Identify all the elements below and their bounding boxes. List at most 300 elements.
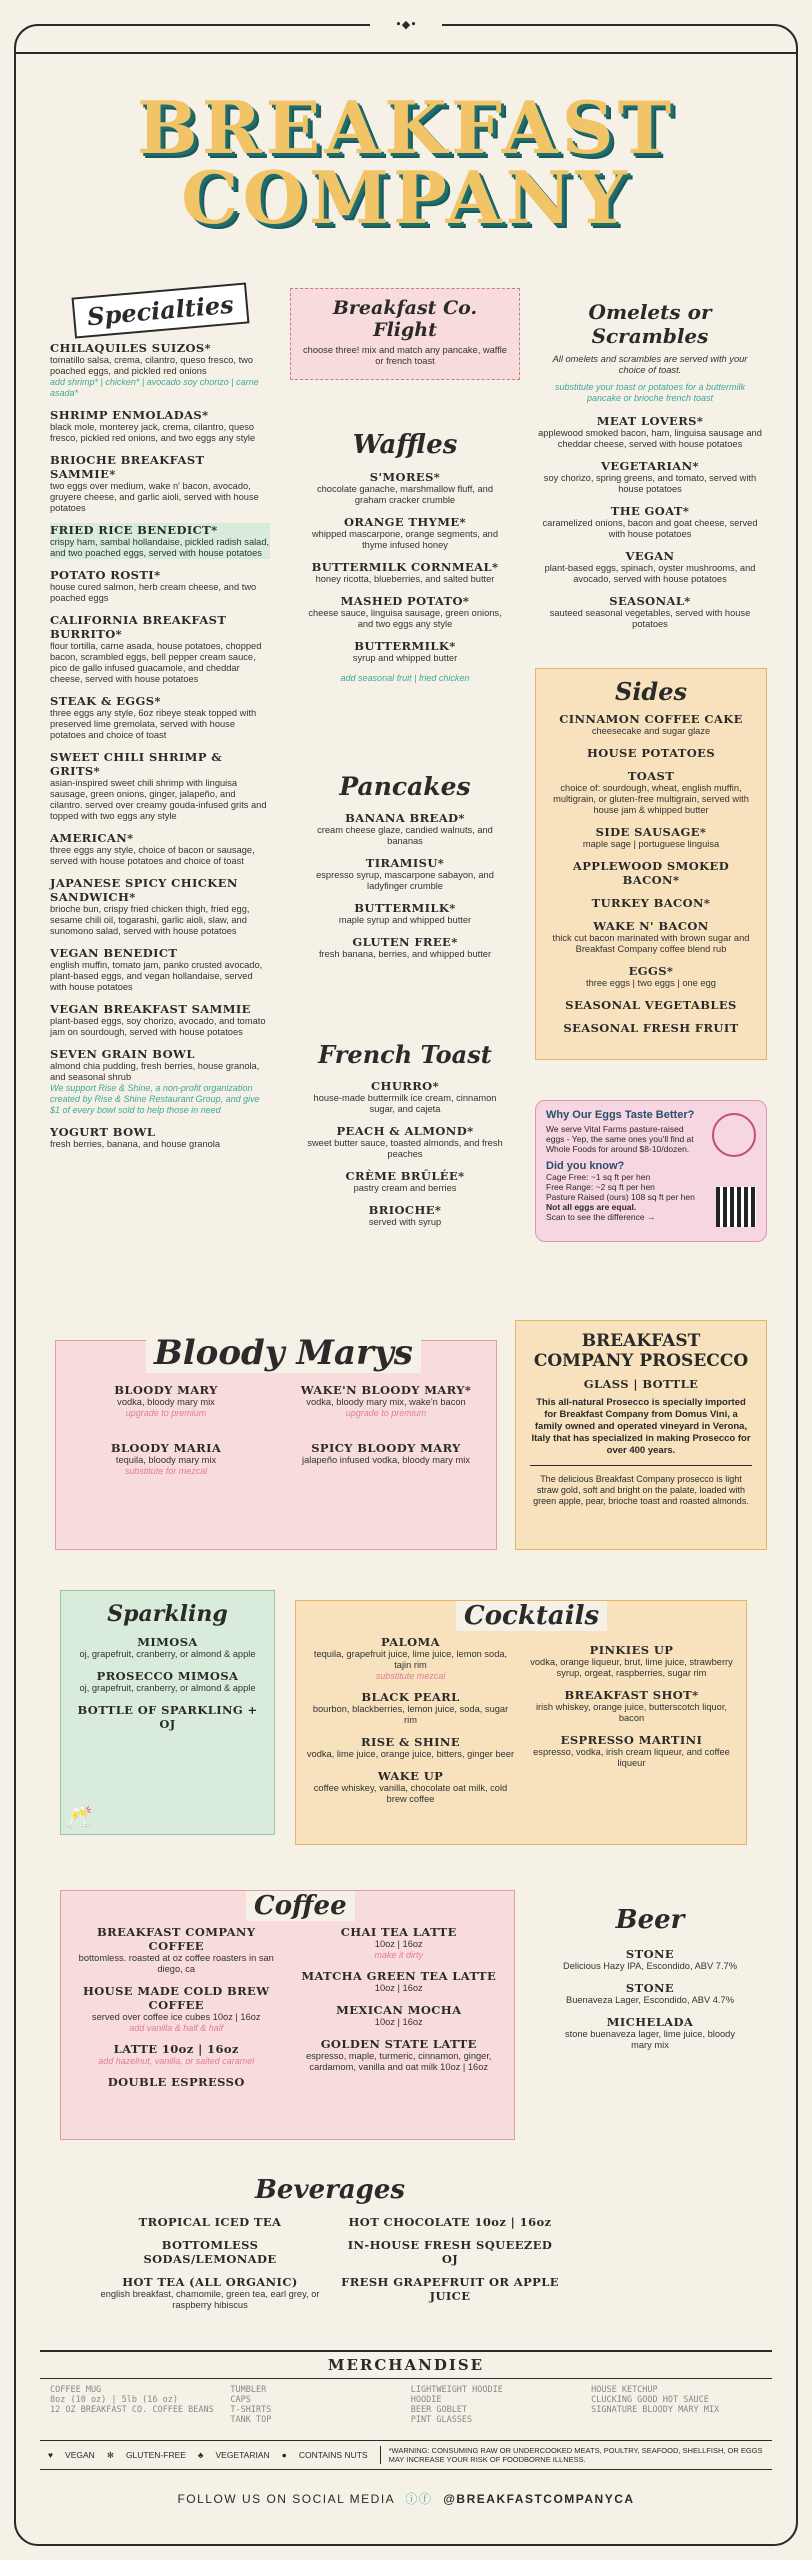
- item-name: MEAT LOVERS*: [596, 414, 704, 428]
- item-desc: jalapeño infused vodka, bloody mary mix: [302, 1455, 470, 1465]
- menu-item: [300, 1124, 510, 1160]
- item-name: SHRIMP ENMOLADAS*: [50, 408, 209, 422]
- menu-item: [50, 341, 270, 399]
- item-desc: served over coffee ice cubes 10oz | 16oz: [91, 2012, 261, 2022]
- gluten-free-icon: ✻: [106, 2449, 114, 2460]
- waffles-list: [300, 470, 510, 664]
- item-name: MATCHA GREEN TEA LATTE: [301, 1969, 497, 1983]
- menu-item: [546, 859, 756, 887]
- merch-item: COFFEE MUG: [50, 2385, 102, 2395]
- item-desc: crispy ham, sambal hollandaise, pickled radish salad, and two poached eggs, served with house potatoes: [50, 537, 270, 558]
- french-toast-section: [300, 1040, 510, 1237]
- item-name: HOUSE POTATOES: [586, 746, 716, 760]
- menu-item: [535, 594, 765, 630]
- menu-item: [535, 414, 765, 450]
- item-desc: cream cheese glaze, candied walnuts, and bananas: [317, 825, 493, 846]
- item-name: BUTTERMILK CORNMEAL*: [311, 560, 499, 574]
- item-name: DOUBLE ESPRESSO: [107, 2075, 245, 2089]
- legend-gf: GLUTEN-FREE: [125, 2450, 186, 2460]
- item-desc: bottomless. roasted at oz coffee roasters in san diego, ca: [78, 1953, 274, 1974]
- item-desc: stone buenaveza lager, lime juice, bloody mary mix: [564, 2029, 736, 2050]
- specialties-title: Specialties: [71, 282, 249, 338]
- item-desc: espresso, vodka, irish cream liqueur, and coffee liqueur: [533, 1747, 730, 1768]
- item-upgrade: make it dirty: [374, 1950, 423, 1960]
- menu-item: [300, 639, 510, 664]
- item-name: PINKIES UP: [589, 1643, 674, 1657]
- item-name: SPICY BLOODY MARY: [311, 1441, 461, 1455]
- item-name: BLOODY MARY: [114, 1383, 218, 1397]
- item-desc: house-made buttermilk ice cream, cinnamon sugar, and cajeta: [313, 1093, 497, 1114]
- item-name: CHILAQUILES SUIZOS*: [50, 341, 212, 355]
- item-name: VEGETARIAN*: [601, 459, 699, 473]
- frame-top-rule: [16, 52, 796, 54]
- menu-item: [527, 1733, 736, 1769]
- menu-item: [300, 1169, 510, 1194]
- item-name: PALOMA: [381, 1635, 440, 1649]
- item-name: STONE: [625, 1947, 675, 1961]
- menu-item: [66, 1383, 266, 1418]
- item-name: EGGS*: [628, 964, 674, 978]
- sides-list: [546, 712, 756, 1035]
- item-name: THE GOAT*: [610, 504, 690, 518]
- pancakes-section: [300, 772, 510, 969]
- menu-item: [50, 750, 270, 822]
- item-desc: irish whiskey, orange juice, butterscotch liquor, bacon: [535, 1702, 728, 1723]
- item-upgrade: add vanilla & half & half: [129, 2023, 224, 2033]
- menu-item: [71, 1703, 264, 1731]
- item-name: BUTTERMILK*: [354, 639, 456, 653]
- item-desc: espresso, maple, turmeric, cinnamon, ginger, cardamom, vanilla and oat milk 10oz | 16oz: [305, 2051, 492, 2072]
- item-name: BOTTOMLESS SODAS/LEMONADE: [143, 2238, 277, 2266]
- flight-desc: choose three! mix and match any pancake, waffle or french toast: [303, 345, 507, 366]
- item-name: STEAK & EGGS*: [50, 694, 161, 708]
- item-desc: oj, grapefruit, cranberry, or almond & apple: [79, 1683, 256, 1693]
- eggs-line-1: Cage Free: ~1 sq ft per hen: [546, 1172, 651, 1182]
- prosecco-p2: The delicious Breakfast Company prosecco is light straw gold, soft and bright on the palate, loaded with green apple, pear, brioche toast and roasted almonds.: [533, 1474, 749, 1506]
- item-desc: three eggs | two eggs | one egg: [586, 978, 716, 988]
- specialties-list: [50, 341, 270, 1150]
- footer: [0, 2490, 812, 2507]
- legend-bar: [40, 2440, 772, 2470]
- eggs-title: Why Our Eggs Taste Better?: [546, 1109, 695, 1121]
- omelets-section: [535, 300, 765, 639]
- cocktails-right-list: [527, 1635, 736, 1814]
- item-name: BREAKFAST SHOT*: [564, 1688, 699, 1702]
- french-toast-list: [300, 1079, 510, 1228]
- menu-item: [286, 1441, 486, 1476]
- merchandise-title: MERCHANDISE: [327, 2356, 485, 2374]
- item-name: MIMOSA: [137, 1635, 198, 1649]
- item-desc: vodka, lime juice, orange juice, bitters, ginger beer: [306, 1749, 515, 1759]
- item-desc: cheesecake and sugar glaze: [591, 726, 711, 736]
- menu-item: [50, 876, 270, 937]
- menu-item: [300, 560, 510, 585]
- item-name: BREAKFAST COMPANY COFFEE: [97, 1925, 256, 1953]
- item-upgrade: substitute mezcal: [375, 1671, 446, 1681]
- coffee-panel: [60, 1890, 515, 2140]
- item-desc: honey ricotta, blueberries, and salted butter: [315, 574, 495, 584]
- item-name: MASHED POTATO*: [340, 594, 470, 608]
- item-desc: vodka, orange liqueur, brut, lime juice, strawberry syrup, orgeat, raspberries, sugar rim: [530, 1657, 733, 1678]
- menu-item: [71, 1669, 264, 1694]
- item-name: SIDE SAUSAGE*: [595, 825, 707, 839]
- menu-item: [546, 998, 756, 1012]
- menu-item: [294, 2003, 505, 2028]
- menu-item: [340, 2275, 560, 2303]
- menu-item: [300, 856, 510, 892]
- menu-item: [546, 896, 756, 910]
- item-name: HOUSE MADE COLD BREW COFFEE: [82, 1984, 270, 2012]
- item-name: IN-HOUSE FRESH SQUEEZED OJ: [347, 2238, 553, 2266]
- item-desc: english breakfast, chamomile, green tea, earl grey, or raspberry hibiscus: [100, 2289, 320, 2310]
- item-name: BUTTERMILK*: [354, 901, 456, 915]
- item-name: BLACK PEARL: [361, 1690, 460, 1704]
- prosecco-sub: GLASS | BOTTLE: [583, 1377, 699, 1391]
- menu-item: [294, 1925, 505, 1960]
- item-desc: espresso syrup, mascarpone sabayon, and ladyfinger crumble: [316, 870, 494, 891]
- menu-item: [71, 1635, 264, 1660]
- item-desc: maple sage | portuguese linguisa: [582, 839, 720, 849]
- item-add: add shrimp* | chicken* | avocado soy chorizo | carne asada*: [50, 377, 259, 398]
- omelets-sub: All omelets and scrambles are served with your choice of toast.: [552, 354, 748, 375]
- item-name: CHAI TEA LATTE: [340, 1925, 457, 1939]
- item-desc: whipped mascarpone, orange segments, and thyme infused honey: [311, 529, 499, 550]
- beer-section: [555, 1905, 745, 2060]
- item-desc: tomatillo salsa, crema, cilantro, queso fresco, two poached eggs, and pickled red onions: [50, 355, 254, 376]
- sparkling-list: [71, 1635, 264, 1731]
- cocktails-left-list: [306, 1635, 515, 1814]
- menu-item: [300, 811, 510, 847]
- item-desc: pastry cream and berries: [353, 1183, 457, 1193]
- menu-item: [546, 1021, 756, 1035]
- item-name: CRÈME BRÛLÉE*: [345, 1169, 465, 1183]
- item-upgrade: upgrade to premium: [125, 1408, 207, 1418]
- item-name: VEGAN: [625, 549, 675, 563]
- item-desc: black mole, monterey jack, crema, cilantro, queso fresco, pickled red onions, and two eggs any style: [50, 422, 256, 443]
- merch-item: HOODIE: [410, 2395, 442, 2405]
- item-desc: vodka, bloody mary mix, wake'n bacon: [306, 1397, 466, 1407]
- eggs-line-3: Pasture Raised (ours) 108 sq ft per hen: [546, 1192, 695, 1202]
- item-name: SEASONAL VEGETABLES: [565, 998, 737, 1012]
- beverages-right-list: [340, 2215, 560, 2320]
- flight-panel: [290, 288, 520, 380]
- omelets-list: [535, 414, 765, 630]
- item-name: APPLEWOOD SMOKED BACON*: [572, 859, 730, 887]
- bloody-marys-panel: [55, 1333, 497, 1550]
- merch-column: [50, 2385, 221, 2425]
- eggs-line-5: Scan to see the difference →: [546, 1212, 656, 1222]
- merch-item: CAPS: [230, 2395, 251, 2405]
- item-desc: sauteed seasonal vegetables, served with house potatoes: [549, 608, 751, 629]
- vegan-icon: ♥: [48, 2450, 54, 2460]
- menu-item: [294, 2037, 505, 2073]
- menu-item: [546, 769, 756, 816]
- beer-list: [555, 1947, 745, 2051]
- menu-item: [66, 1441, 266, 1476]
- item-name: JAPANESE SPICY CHICKEN SANDWICH*: [50, 876, 238, 904]
- menu-item: [306, 1735, 515, 1760]
- item-desc: fresh berries, banana, and house granola: [50, 1139, 221, 1149]
- menu-item: [286, 1383, 486, 1418]
- brand-line-2: COMPANY: [181, 155, 631, 240]
- eggs-line-4: Not all eggs are equal.: [546, 1202, 637, 1212]
- item-desc: oj, grapefruit, cranberry, or almond & apple: [79, 1649, 256, 1659]
- prosecco-p1: This all-natural Prosecco is specially imported for Breakfast Company from Domus Vini, a family owned and operated vineyard in Verona, Italy that has specialized in making Prosecco for over 400 years.: [531, 1397, 751, 1456]
- item-name: CINNAMON COFFEE CAKE: [559, 712, 743, 726]
- beverages-title: Beverages: [254, 2175, 406, 2205]
- item-name: TIRAMISU*: [365, 856, 445, 870]
- menu-item: [535, 549, 765, 585]
- menu-item: [527, 1643, 736, 1679]
- item-name: LATTE 10oz | 16oz: [113, 2042, 239, 2056]
- item-name: VEGAN BENEDICT: [50, 946, 178, 960]
- item-name: WAKE UP: [377, 1769, 444, 1783]
- item-name: BANANA BREAD*: [345, 811, 465, 825]
- cocktails-title: Cocktails: [456, 1601, 607, 1631]
- item-desc: two eggs over medium, wake n' bacon, avocado, gruyere cheese, and garlic aioli, served with house potatoes: [50, 481, 259, 513]
- item-name: GLUTEN FREE*: [352, 935, 458, 949]
- item-desc: flour tortilla, carne asada, house potatoes, chopped bacon, scrambled eggs, bell pepper cream sauce, pico de gallo infused guacamole, and cheddar cheese, served with house potatoes: [50, 641, 262, 684]
- specialties-section: [50, 290, 270, 1159]
- item-name: YOGURT BOWL: [50, 1125, 156, 1139]
- item-desc: 10oz | 16oz: [374, 1939, 423, 1949]
- menu-item: [535, 504, 765, 540]
- item-name: ESPRESSO MARTINI: [560, 1733, 703, 1747]
- item-name: BLOODY MARIA: [110, 1441, 222, 1455]
- omelets-sub2: substitute your toast or potatoes for a buttermilk pancake or brioche french toast: [554, 382, 746, 403]
- item-name: FRIED RICE BENEDICT*: [50, 523, 218, 537]
- qr-code-icon[interactable]: [716, 1187, 756, 1227]
- item-desc: served with syrup: [368, 1217, 442, 1227]
- menu-item: [50, 946, 270, 993]
- item-desc: soy chorizo, spring greens, and tomato, served with house potatoes: [543, 473, 757, 494]
- sparkling-panel: [60, 1590, 275, 1835]
- menu-item: [555, 1981, 745, 2006]
- merch-item: TANK TOP: [230, 2415, 272, 2425]
- menu-item: [71, 2042, 282, 2066]
- item-name: TROPICAL ICED TEA: [138, 2215, 282, 2229]
- menu-item: [71, 1984, 282, 2033]
- coffee-left-list: [71, 1925, 282, 2098]
- item-name: AMERICAN*: [50, 831, 134, 845]
- menu-item: [71, 2075, 282, 2089]
- item-desc: coffee whiskey, vanilla, chocolate oat milk, cold brew coffee: [313, 1783, 508, 1804]
- bloody-marys-list: [66, 1383, 486, 1485]
- waffles-section: [300, 430, 510, 684]
- menu-item: [50, 831, 270, 867]
- eggs-info-panel: [535, 1100, 767, 1242]
- coffee-right-list: [294, 1925, 505, 2098]
- menu-item: [340, 2238, 560, 2266]
- beverages-section: [100, 2175, 560, 2320]
- item-name: CHURRO*: [371, 1079, 439, 1093]
- menu-item: [50, 694, 270, 741]
- menu-item: [306, 1635, 515, 1681]
- menu-item: [300, 1079, 510, 1115]
- beverages-left-list: [100, 2215, 320, 2320]
- item-desc: tequila, grapefruit juice, lime juice, lemon soda, tajin rim: [313, 1649, 508, 1670]
- menu-item: [100, 2238, 320, 2266]
- item-name: WAKE N' BACON: [593, 919, 709, 933]
- eggs-title2: Did you know?: [546, 1160, 625, 1172]
- bloody-marys-title: Bloody Marys: [146, 1333, 421, 1373]
- item-name: POTATO ROSTI*: [50, 568, 161, 582]
- pancakes-title: Pancakes: [339, 772, 471, 801]
- merchandise-section: [40, 2350, 772, 2430]
- menu-item: [300, 515, 510, 551]
- waffles-add: add seasonal fruit | fried chicken: [340, 673, 470, 683]
- item-desc: house cured salmon, herb cream cheese, and two poached eggs: [50, 582, 257, 603]
- item-name: WAKE'N BLOODY MARY*: [300, 1383, 472, 1397]
- merch-column: [230, 2385, 401, 2425]
- merch-item: HOUSE KETCHUP: [591, 2385, 658, 2395]
- menu-item: [300, 935, 510, 960]
- item-desc: applewood smoked bacon, ham, linguisa sausage and cheddar cheese, served with house potatoes: [538, 428, 762, 449]
- item-desc: plant-based eggs, soy chorizo, avocado, and tomato jam on sourdough, served with house potatoes: [50, 1016, 266, 1037]
- vegetarian-icon: ♣: [197, 2450, 204, 2460]
- item-desc: syrup and whipped butter: [352, 653, 458, 663]
- cocktails-panel: [295, 1600, 747, 1845]
- legend-nuts: CONTAINS NUTS: [298, 2450, 368, 2460]
- menu-item: [546, 825, 756, 850]
- merch-column: [591, 2385, 762, 2425]
- item-name: BRIOCHE BREAKFAST SAMMIE*: [50, 453, 205, 481]
- item-name: PROSECCO MIMOSA: [96, 1669, 239, 1683]
- footer-follow: FOLLOW US ON SOCIAL MEDIA: [177, 2492, 395, 2506]
- sides-title: Sides: [614, 677, 687, 706]
- item-name: FRESH GRAPEFRUIT OR APPLE JUICE: [341, 2275, 559, 2303]
- menu-item: [306, 1690, 515, 1726]
- item-note: We support Rise & Shine, a non-profit organization created by Rise & Shine Restaurant Group, and give $1 of every bowl sold to help those in need: [50, 1083, 260, 1115]
- item-name: MICHELADA: [606, 2015, 694, 2029]
- menu-item: [340, 2215, 560, 2229]
- item-desc: maple syrup and whipped butter: [338, 915, 472, 925]
- menu-item: [555, 1947, 745, 1972]
- item-desc: cheese sauce, linguisa sausage, green onions, and two eggs any style: [308, 608, 502, 629]
- item-desc: caramelized onions, bacon and goat cheese, served with house potatoes: [542, 518, 758, 539]
- menu-item: [300, 901, 510, 926]
- item-name: SEVEN GRAIN BOWL: [50, 1047, 195, 1061]
- item-desc: asian-inspired sweet chili shrimp with linguisa sausage, green onions, ginger, jalapeño, and cilantro. served over creamy gouda-infused grits and topped with two eggs any style: [50, 778, 267, 821]
- menu-item: [50, 408, 270, 444]
- menu-item: [294, 1969, 505, 1994]
- merchandise-columns: [40, 2379, 772, 2431]
- item-upgrade: upgrade to premium: [345, 1408, 427, 1418]
- merch-item: SIGNATURE BLOODY MARY MIX: [591, 2405, 720, 2415]
- item-name: SWEET CHILI SHRIMP & GRITS*: [50, 750, 223, 778]
- menu-item: [546, 712, 756, 737]
- merch-item: 8oz (10 oz) | 5lb (16 oz): [50, 2395, 178, 2405]
- item-desc: Delicious Hazy IPA, Escondido, ABV 7.7%: [563, 1961, 737, 1971]
- item-name: HOT TEA (ALL ORGANIC): [122, 2275, 298, 2289]
- legend-vegan: VEGAN: [65, 2450, 95, 2460]
- champagne-glasses-icon: 🥂: [65, 1804, 93, 1829]
- item-upgrade: substitute for mezcal: [124, 1466, 208, 1476]
- item-name: SEASONAL*: [609, 594, 691, 608]
- footer-handle[interactable]: @BREAKFASTCOMPANYCA: [443, 2492, 635, 2506]
- merch-item: LIGHTWEIGHT HOODIE: [410, 2385, 503, 2395]
- menu-item: [50, 1002, 270, 1038]
- menu-item: [555, 2015, 745, 2051]
- brand-line-1: BREAKFAST: [136, 85, 676, 170]
- menu-item: [527, 1688, 736, 1724]
- menu-item: [50, 613, 270, 685]
- menu-item: [546, 746, 756, 760]
- pancakes-list: [300, 811, 510, 960]
- menu-item: [50, 1047, 270, 1116]
- item-name: VEGAN BREAKFAST SAMMIE: [50, 1002, 251, 1016]
- item-desc: chocolate ganache, marshmallow fluff, and graham cracker crumble: [316, 484, 494, 505]
- beer-title: Beer: [615, 1905, 685, 1935]
- legend-warning: *WARNING: CONSUMING RAW OR UNDERCOOKED MEATS, POULTRY, SEAFOOD, SHELLFISH, OR EGGS MAY INCREASE YOUR RISK OF FOODBORNE ILLNESS.: [380, 2446, 764, 2464]
- eggs-line-2: Free Range: ~2 sq ft per hen: [546, 1182, 655, 1192]
- item-desc: 10oz | 16oz: [374, 2017, 423, 2027]
- prosecco-panel: [515, 1320, 767, 1550]
- merch-item: TUMBLER: [230, 2385, 267, 2395]
- item-desc: plant-based eggs, spinach, oyster mushrooms, and avocado, served with house potatoes: [544, 563, 756, 584]
- item-name: TURKEY BACON*: [591, 896, 711, 910]
- merch-item: T-SHIRTS: [230, 2405, 272, 2415]
- menu-item: [300, 470, 510, 506]
- item-desc: thick cut bacon marinated with brown sugar and Breakfast Company coffee blend rub: [552, 933, 750, 954]
- social-icons[interactable]: ⓘⓕ: [405, 2492, 433, 2506]
- item-desc: bourbon, blackberries, lemon juice, soda, sugar rim: [312, 1704, 509, 1725]
- legend-veg: VEGETARIAN: [215, 2450, 270, 2460]
- merch-item: CLUCKING GOOD HOT SAUCE: [591, 2395, 709, 2405]
- flight-title: Breakfast Co. Flight: [332, 297, 478, 341]
- coffee-title: Coffee: [246, 1891, 355, 1921]
- item-name: BRIOCHE*: [368, 1203, 442, 1217]
- merch-item: PINT GLASSES: [410, 2415, 473, 2425]
- merch-column: [411, 2385, 582, 2425]
- item-name: BOTTLE OF SPARKLING + OJ: [77, 1703, 258, 1731]
- merch-item: BEER GOBLET: [410, 2405, 468, 2415]
- menu-item: [50, 568, 270, 604]
- item-upgrade: add hazelnut, vanilla, or salted caramel: [98, 2056, 255, 2066]
- menu-item: [546, 919, 756, 955]
- item-desc: choice of: sourdough, wheat, english muffin, multigrain, or gluten-free multigrain, served with house jam & whipped butter: [553, 783, 749, 815]
- sides-panel: [535, 668, 767, 1060]
- item-name: MEXICAN MOCHA: [336, 2003, 462, 2017]
- menu-item: [50, 523, 270, 559]
- item-desc: Buenaveza Lager, Escondido, ABV 4.7%: [566, 1995, 734, 2005]
- menu-item: [71, 1925, 282, 1975]
- item-name: SEASONAL FRESH FRUIT: [563, 1021, 739, 1035]
- egg-heart-icon: [712, 1113, 756, 1157]
- menu-item: [50, 1125, 270, 1150]
- item-name: CALIFORNIA BREAKFAST BURRITO*: [50, 613, 227, 641]
- item-desc: vodka, bloody mary mix: [117, 1397, 215, 1407]
- menu-item: [50, 453, 270, 514]
- sparkling-title: Sparkling: [107, 1601, 228, 1627]
- item-desc: three eggs any style, choice of bacon or sausage, served with house potatoes and choice of toast: [50, 845, 255, 866]
- item-desc: brioche bun, crispy fried chicken thigh, fried egg, sesame chili oil, togarashi, garlic aioli, slaw, and sunomono salad, served with house potatoes: [50, 904, 250, 936]
- item-name: TOAST: [627, 769, 675, 783]
- item-name: HOT CHOCOLATE 10oz | 16oz: [348, 2215, 552, 2229]
- ornament-icon: •◆•: [370, 18, 442, 32]
- item-desc: sweet butter sauce, toasted almonds, and fresh peaches: [307, 1138, 503, 1159]
- item-desc: fresh banana, berries, and whipped butter: [318, 949, 492, 959]
- prosecco-title: BREAKFAST COMPANY PROSECCO: [533, 1331, 749, 1371]
- item-name: RISE & SHINE: [360, 1735, 461, 1749]
- item-desc: 10oz | 16oz: [374, 1983, 423, 1993]
- eggs-text: We serve Vital Farms pasture-raised eggs - Yep, the same ones you'll find at Whole Foods for around $8-10/dozen.: [546, 1124, 694, 1154]
- item-name: STONE: [625, 1981, 675, 1995]
- item-desc: tequila, bloody mary mix: [115, 1455, 217, 1465]
- waffles-title: Waffles: [352, 430, 458, 460]
- menu-item: [300, 594, 510, 630]
- merch-item: 12 OZ BREAKFAST CO. COFFEE BEANS: [50, 2405, 214, 2415]
